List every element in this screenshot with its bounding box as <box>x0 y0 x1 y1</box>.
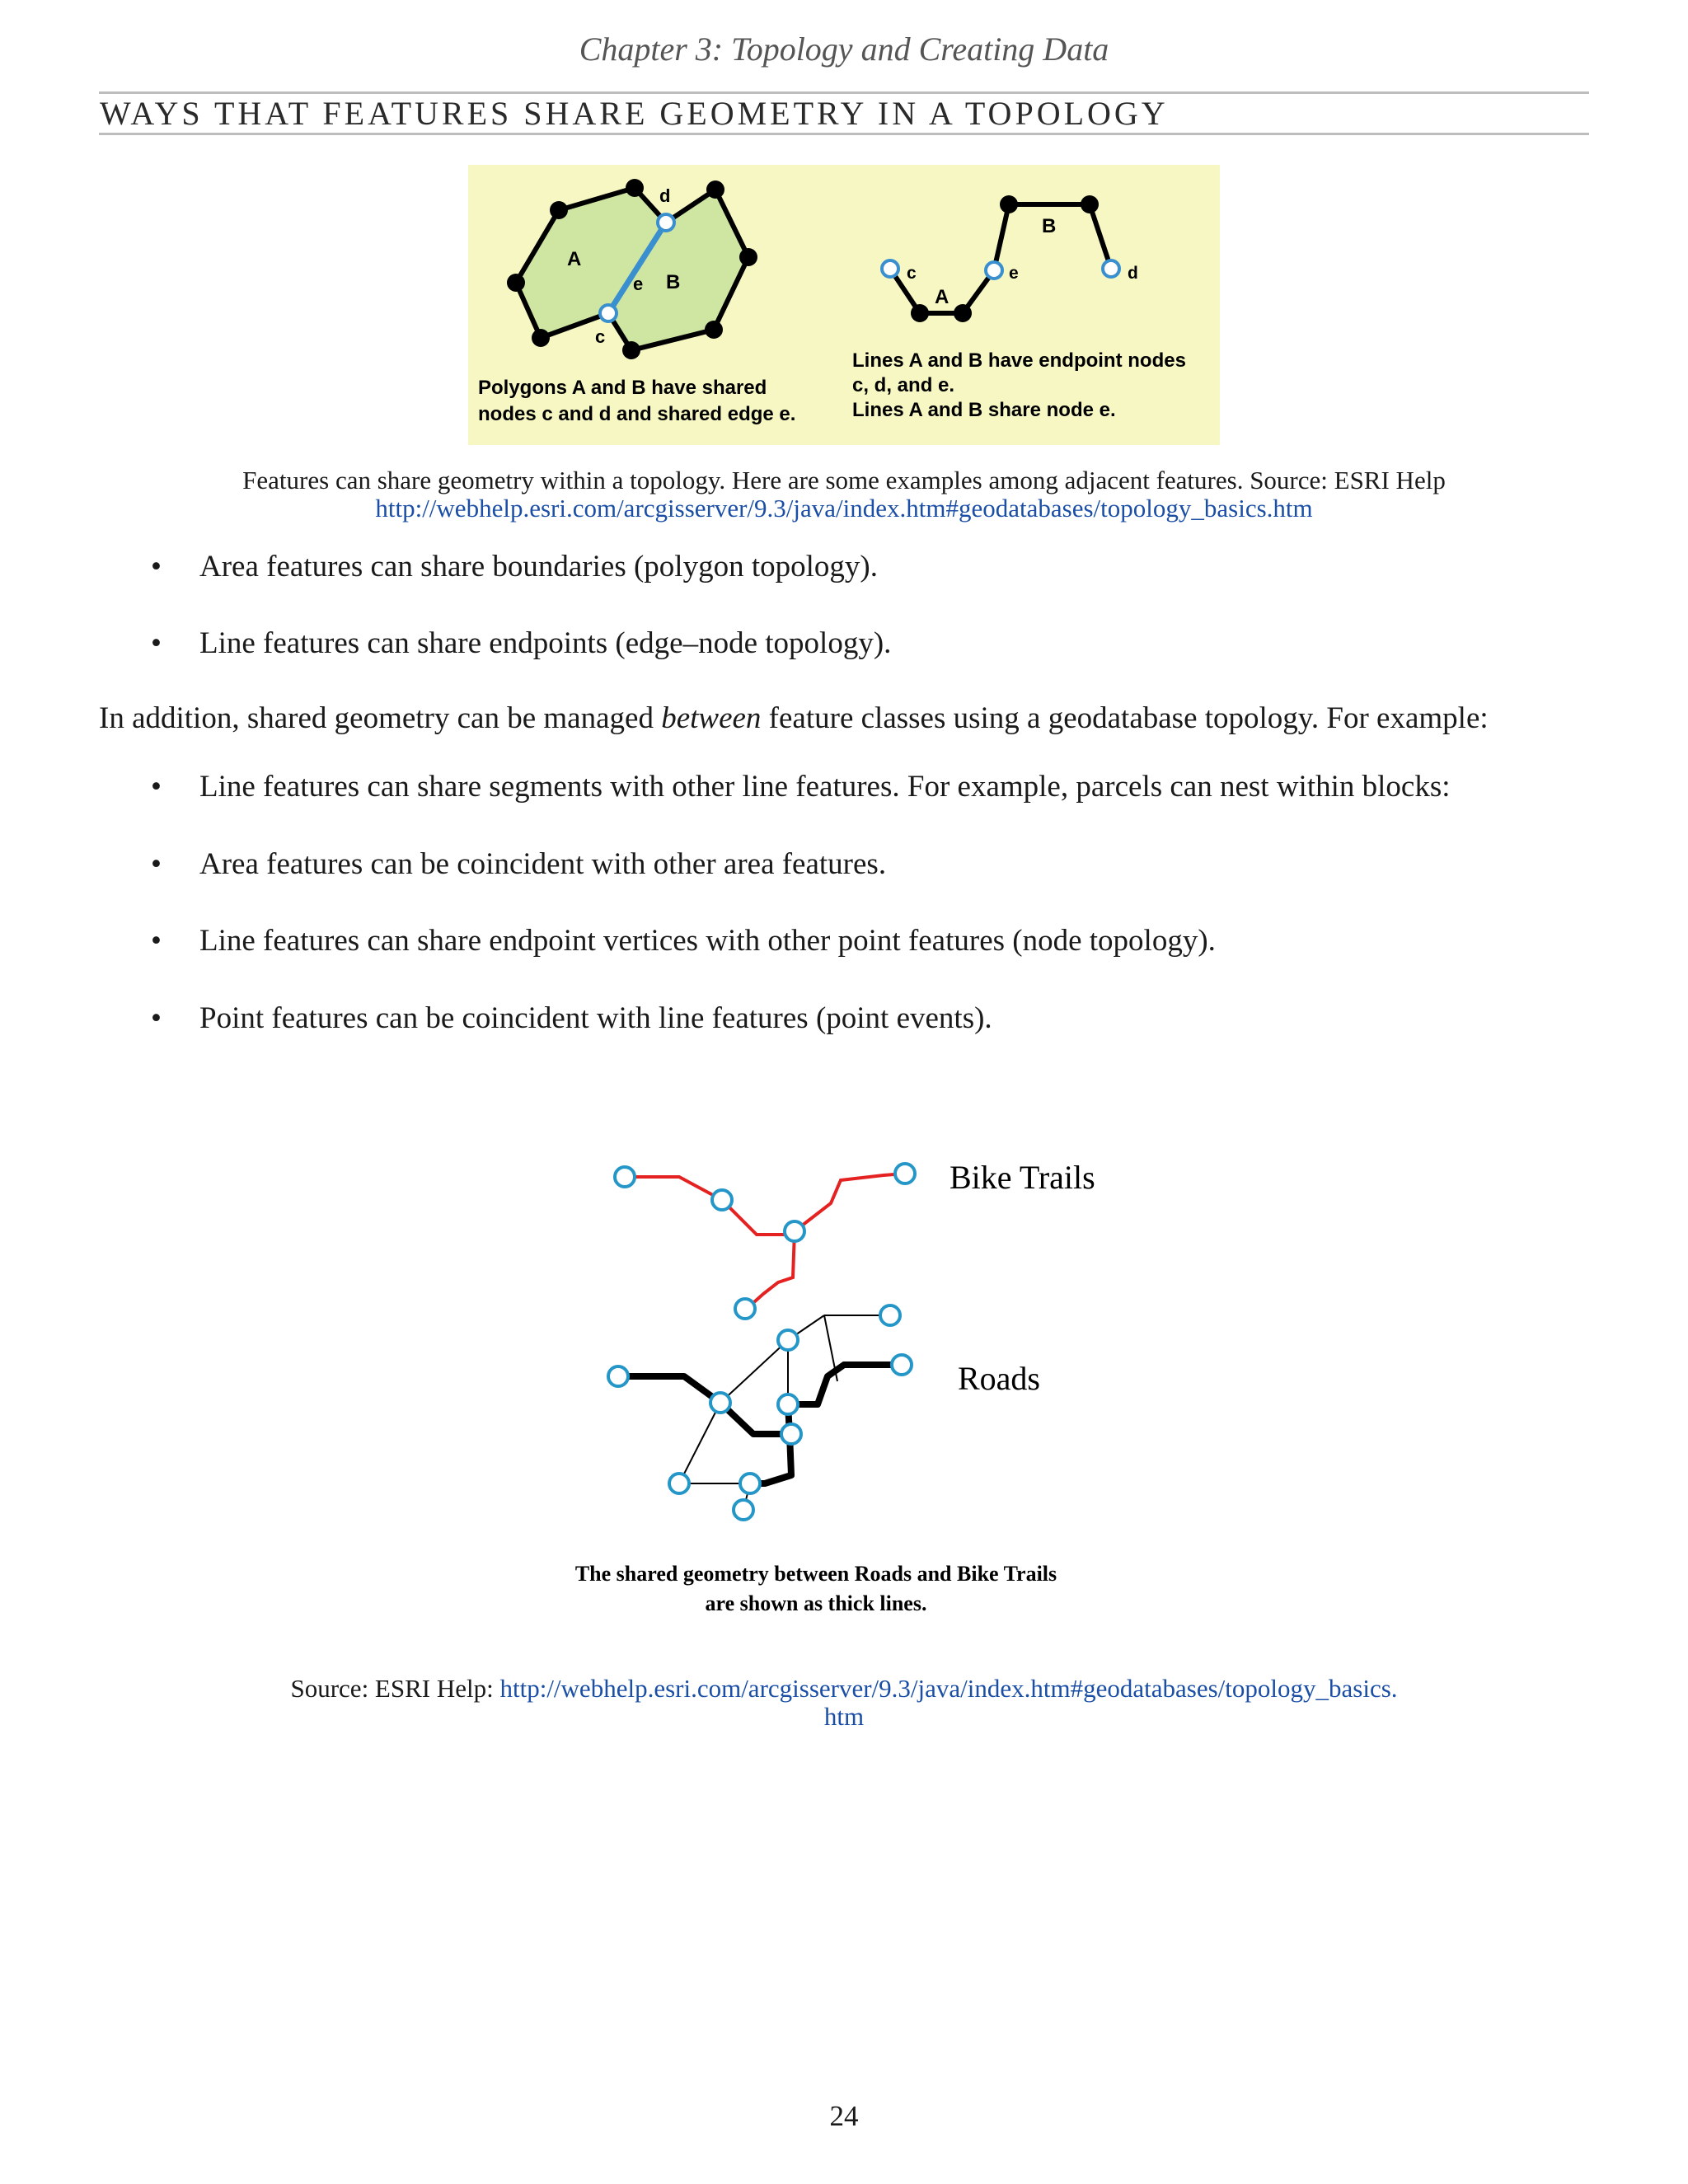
roads-label: Roads <box>958 1360 1040 1397</box>
bullet-dot: • <box>151 924 162 958</box>
title-bottom-rule <box>99 133 1589 135</box>
line-label-c: c <box>907 264 917 283</box>
node-c <box>600 305 617 321</box>
bike-trails-label: Bike Trails <box>950 1159 1095 1196</box>
paragraph-text-after: feature classes using a geodatabase topology. For example: <box>761 701 1489 735</box>
bike-trail-south <box>745 1231 795 1309</box>
line-caption-line2: c, d, and e. <box>852 374 955 396</box>
line-node-c <box>882 260 898 277</box>
roads-trails-caption-line1: The shared geometry between Roads and Bike Trails <box>574 1562 1057 1586</box>
bike-trail-northeast <box>795 1174 905 1231</box>
polygon-caption-line1: Polygons A and B have shared <box>478 377 767 399</box>
body-paragraph <box>99 701 1599 736</box>
line-label-b: B <box>1042 215 1057 237</box>
node-d <box>658 214 674 231</box>
polygon-caption-line2: nodes c and d and shared edge e. <box>478 403 796 425</box>
line-caption-line1: Lines A and B have endpoint nodes <box>852 349 1186 372</box>
bullet-text: Point features can be coincident with line features (point events). <box>199 1001 992 1035</box>
section-title: WAYS THAT FEATURES SHARE GEOMETRY IN A TOPOLOGY <box>100 95 1169 132</box>
roads-trails-caption-line2: are shown as thick lines. <box>705 1591 927 1615</box>
line-node-e <box>986 262 1002 279</box>
bullet-text: Area features can be coincident with other area features. <box>199 847 887 881</box>
shared-nodes <box>608 1164 915 1520</box>
figure2-caption-prefix: Source: ESRI Help: <box>290 1674 500 1703</box>
figure1-caption-text: Features can share geometry within a topology. Here are some examples among adjacent features. Source: ESRI Help <box>242 466 1446 494</box>
bullet-text: Line features can share endpoints (edge–node topology). <box>199 626 892 660</box>
bullet-dot: • <box>151 847 162 881</box>
figure2-source-link[interactable]: http://webhelp.esri.com/arcgisserver/9.3/java/index.htm#geodatabases/topology_basics. <box>499 1674 1398 1703</box>
figure1-caption <box>124 466 1564 523</box>
line-label-e: e <box>1009 264 1019 283</box>
label-polygon-b: B <box>666 271 681 293</box>
figure2-caption <box>124 1675 1564 1731</box>
bullet-text: Line features can share segments with other line features. For example, parcels can nest within blocks: <box>199 770 1451 804</box>
label-d: d <box>659 185 671 206</box>
bullet-dot: • <box>151 770 162 804</box>
shared-geometry-figure <box>468 165 1220 445</box>
page-number: 24 <box>829 2100 859 2132</box>
bike-trail-west <box>625 1177 791 1235</box>
line-label-d: d <box>1128 264 1138 283</box>
line-node-d <box>1103 260 1119 277</box>
label-c: c <box>595 326 606 347</box>
figure2-source-link-continued[interactable]: htm <box>823 1702 865 1731</box>
bullet-text: Line features can share endpoint vertices with other point features (node topology). <box>199 924 1216 958</box>
bullet-text: Area features can share boundaries (polygon topology). <box>199 550 878 583</box>
bullet-dot: • <box>151 550 162 583</box>
paragraph-emphasis: between <box>661 701 762 735</box>
figure1-source-link[interactable]: http://webhelp.esri.com/arcgisserver/9.3/java/index.htm#geodatabases/topology_basics.htm <box>375 494 1313 523</box>
label-polygon-a: A <box>567 248 582 270</box>
running-head: Chapter 3: Topology and Creating Data <box>579 30 1109 68</box>
paragraph-text-before: In addition, shared geometry can be managed <box>99 701 662 735</box>
shared-thick-roads <box>618 1365 902 1483</box>
bullet-dot: • <box>151 626 162 660</box>
line-caption-line3: Lines A and B share node e. <box>852 399 1116 421</box>
label-e: e <box>633 274 644 294</box>
roads-bike-trails-figure <box>495 1129 1187 1624</box>
line-label-a: A <box>935 286 950 308</box>
bullet-dot: • <box>151 1001 162 1035</box>
